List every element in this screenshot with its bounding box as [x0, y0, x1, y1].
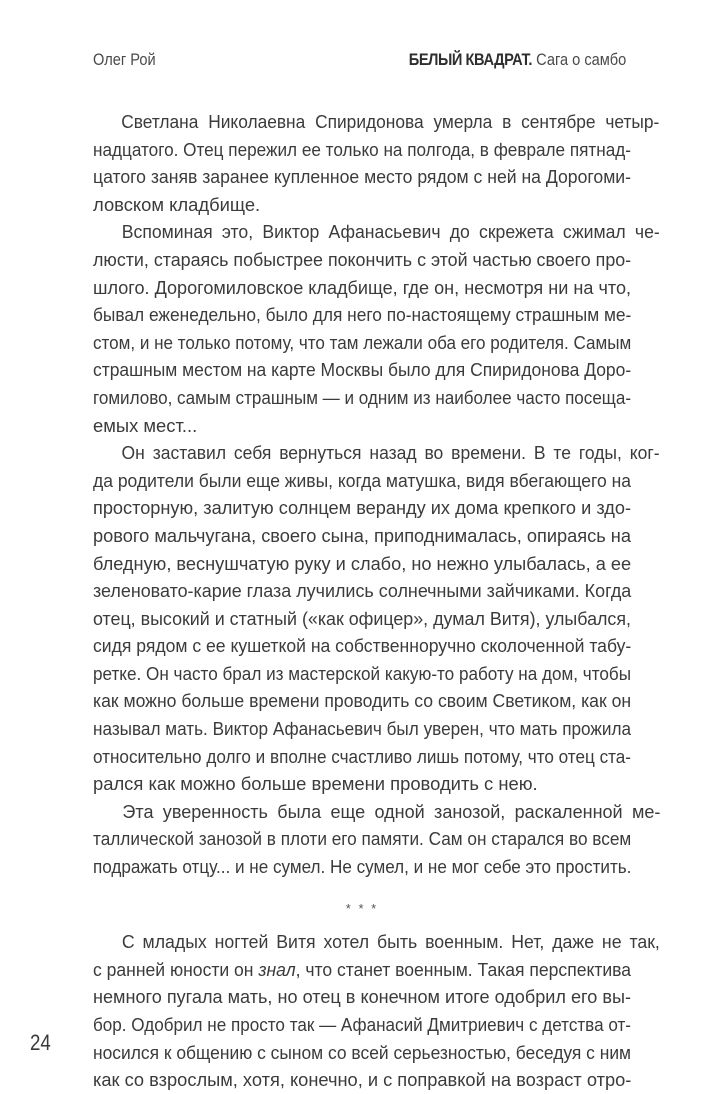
section-separator: * * * — [345, 900, 379, 916]
text-line: немного пугала мать, но отец в конечном итоге одобрил его вы- — [93, 986, 631, 1008]
text-line: бор. Одобрил не просто так — Афанасий Дмитриевич с детства от- — [93, 1014, 631, 1035]
text-line: называл мать. Виктор Афанасьевич был уверен, что мать прожила — [93, 718, 631, 740]
text-line: носился к общению с сыном со всей серьезностью, беседуя с ним — [93, 1041, 632, 1063]
text-line-with-italic — [93, 956, 631, 984]
italic-word: знал — [258, 958, 296, 980]
text-line: Вспоминая это, Виктор Афанасьевич до скрежета сжимал че- — [121, 221, 660, 243]
text-fragment: , что станет военным. Такая перспектива — [295, 958, 632, 980]
text-line: бывал еженедельно, было для него по-настоящему страшным ме- — [93, 304, 632, 326]
text-line: гомилово, самым страшным — и одним из наиболее часто посеща- — [93, 386, 632, 408]
text-line: ловском кладбище. — [93, 193, 261, 215]
paragraph-2 — [93, 218, 660, 439]
text-line: емых мест... — [93, 414, 198, 436]
author-name: Олег Рой — [93, 50, 156, 69]
text-line: просторную, залитую солнцем веранду их дома крепкого и здо- — [93, 497, 631, 519]
book-title — [409, 50, 626, 70]
text-line: Эта уверенность была еще одной занозой, раскаленной ме- — [122, 800, 661, 822]
book-title-bold: БЕЛЫЙ КВАДРАТ. — [408, 50, 533, 69]
page-number: 24 — [30, 1030, 51, 1055]
text-line: С младых ногтей Витя хотел быть военным. Нет, даже не так, — [121, 931, 660, 953]
paragraph-5 — [93, 928, 660, 1094]
text-line: зеленовато-карие глаза лучились солнечными зайчиками. Когда — [93, 580, 632, 602]
text-line: страшным местом на карте Москвы было для Спиридонова Доро- — [93, 359, 632, 381]
text-fragment: с ранней юности он — [93, 958, 259, 980]
text-line: сидя рядом с ее кушеткой на собственноручно сколоченной табу- — [93, 635, 632, 657]
text-line: рался как можно больше времени проводить с нею. — [93, 773, 538, 795]
paragraph-3 — [93, 439, 660, 798]
text-line: относительно долго и вполне счастливо лишь потому, что отец ста- — [93, 745, 631, 767]
text-line: как можно больше времени проводить со своим Светиком, как он — [93, 690, 632, 712]
text-line: цатого заняв заранее купленное место рядом с ней на Дорогоми- — [93, 166, 631, 188]
text-line: как со взрослым, хотя, конечно, и с поправкой на возраст отро- — [93, 1069, 632, 1091]
text-line: надцатого. Отец пережил ее только на полгода, в феврале пятнад- — [93, 138, 631, 160]
paragraph-1 — [93, 108, 660, 218]
text-line: рового мальчугана, своего сына, приподнималась, опираясь на — [93, 524, 631, 546]
text-line: да родители были еще живы, когда матушка, видя вбегающего на — [93, 469, 632, 491]
text-line: шлого. Дорогомиловское кладбище, где он, несмотря ни на что, — [93, 276, 631, 298]
running-head — [93, 50, 626, 74]
text-line: подражать отцу... и не сумел. Не сумел, и не мог себе это простить. — [93, 856, 632, 878]
text-line: люсти, стараясь побыстрее покончить с этой частью своего про- — [93, 248, 632, 270]
text-line: отец, высокий и статный («как офицер», думал Витя), улыбался, — [93, 607, 631, 629]
text-line: таллической занозой в плоти его памяти. Сам он старался во всем — [93, 828, 632, 850]
paragraph-4 — [93, 798, 661, 881]
text-line: стом, и не только потому, что там лежали оба его родителя. Самым — [93, 331, 632, 353]
book-title-subtitle: Сага о самбо — [536, 50, 627, 69]
text-line: Он заставил себя вернуться назад во времени. В те годы, ког- — [121, 442, 660, 464]
text-line: Светлана Николаевна Спиридонова умерла в сентябре четыр- — [121, 111, 660, 132]
text-line: ретке. Он часто брал из мастерской какую-то работу на дом, чтобы — [93, 662, 631, 684]
body-text — [93, 108, 661, 1094]
text-line: бледную, веснушчатую руку и слабо, но нежно улыбалась, а ее — [93, 552, 632, 574]
